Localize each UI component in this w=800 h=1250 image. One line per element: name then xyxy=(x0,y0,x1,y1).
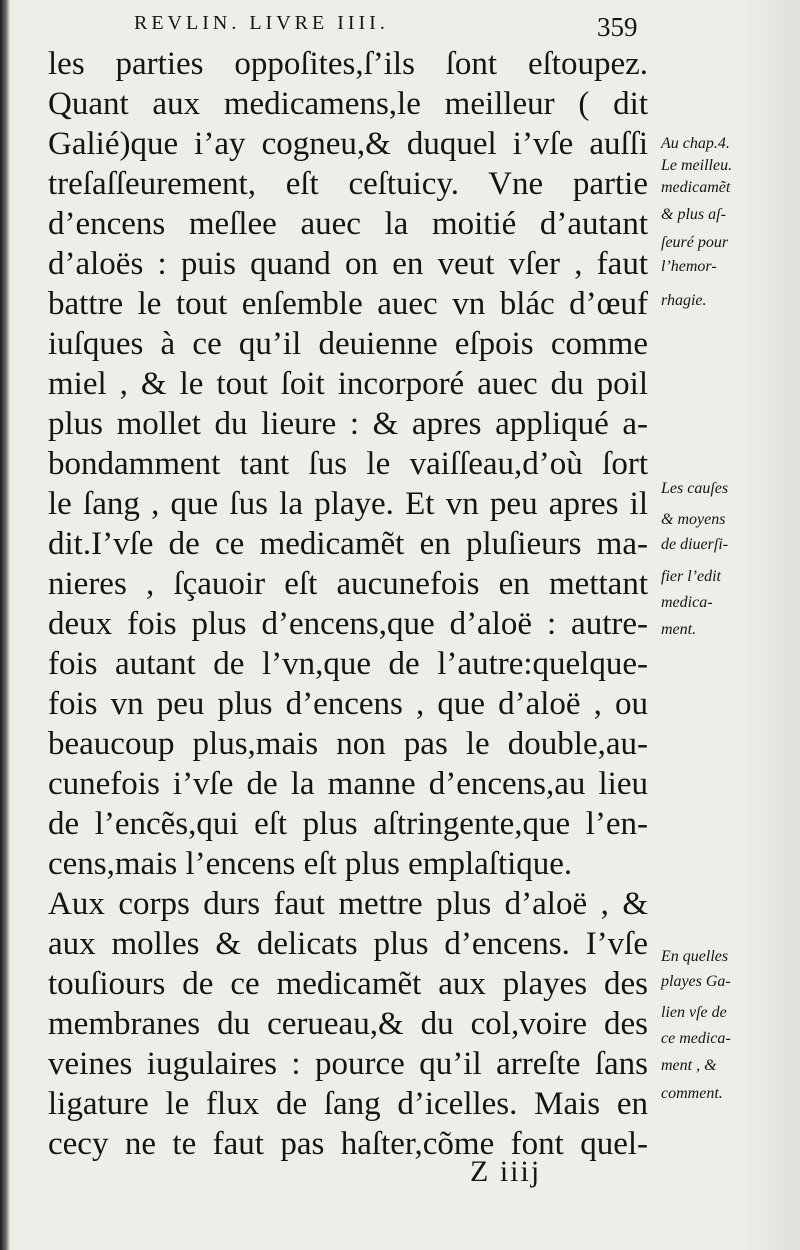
margin-note-line: ſeuré pour xyxy=(661,234,729,251)
text-line: battre le tout enſemble auec vn blác d’œuf xyxy=(48,286,648,322)
text-line: cunefois i’vſe de la manne d’encens,au lieu xyxy=(48,766,648,802)
text-line: nieres , ſçauoir eſt aucunefois en mettant xyxy=(48,566,648,602)
text-line: de l’encẽs,qui eſt plus aſtringente,que l’en- xyxy=(48,806,648,842)
text-line: Galié)que i’ay cogneu,& duquel i’vſe auſſi xyxy=(48,126,648,162)
text-line: deux fois plus d’encens,que d’aloë : autre- xyxy=(48,606,648,642)
margin-note-line: Les cauſes xyxy=(661,480,729,497)
text-line: beaucoup plus,mais non pas le double,au- xyxy=(48,726,648,762)
margin-note-line: rhagie. xyxy=(661,292,707,309)
margin-note-line: ment , & xyxy=(661,1057,717,1074)
signature-mark: Z iiij xyxy=(470,1155,542,1188)
margin-note-line: medicamẽt xyxy=(661,179,731,196)
margin-note-line: de diuerſi- xyxy=(661,536,729,553)
margin-note-line: & plus aſ- xyxy=(661,206,726,223)
margin-note-line: Au chap.4. xyxy=(661,135,730,152)
margin-note-line: l’hemor- xyxy=(661,258,717,275)
text-line: treſaſſeurement, eſt ceſtuicy. Vne partie xyxy=(48,166,648,202)
text-line: cens,mais l’encens eſt plus emplaſtique. xyxy=(48,846,573,882)
text-line: ligature le flux de ſang d’icelles. Mais en xyxy=(48,1086,648,1122)
margin-note-line: & moyens xyxy=(661,511,726,528)
margin-note-line: comment. xyxy=(661,1085,723,1102)
text-line: miel , & le tout ſoit incorporé auec du poil xyxy=(48,366,648,402)
text-line: fois vn peu plus d’encens , que d’aloë , ou xyxy=(48,686,648,722)
text-line: d’aloës : puis quand on en veut vſer , faut xyxy=(48,246,648,282)
margin-note-line: ment. xyxy=(661,621,697,638)
margin-note-line: ce medica- xyxy=(661,1030,731,1047)
margin-note-line: fier l’edit xyxy=(661,568,721,585)
text-line: Quant aux medicamens,le meilleur ( dit xyxy=(48,86,648,122)
margin-note-line: En quelles xyxy=(661,948,729,965)
running-title: REVLIN. LIVRE IIII. xyxy=(134,12,389,34)
text-line: veines iugulaires : pource qu’il arreſte ſans xyxy=(48,1046,648,1082)
text-line: Aux corps durs faut mettre plus d’aloë , & xyxy=(48,886,648,922)
margin-note-line: medica- xyxy=(661,594,713,611)
text-line: touſiours de ce medicamẽt aux playes des xyxy=(48,966,648,1002)
text-line: le ſang , que ſus la playe. Et vn peu apres il xyxy=(48,486,648,522)
text-line: membranes du cerueau,& du col,voire des xyxy=(48,1006,648,1042)
text-line: plus mollet du lieure : & apres appliqué a- xyxy=(48,406,648,442)
text-line: cecy ne te faut pas haſter,cõme font quel- xyxy=(48,1126,648,1162)
text-line: dit.I’vſe de ce medicamẽt en pluſieurs ma- xyxy=(48,526,648,562)
margin-note-line: playes Ga- xyxy=(661,973,731,990)
text-line: fois autant de l’vn,que de l’autre:quelque- xyxy=(48,646,648,682)
text-line: d’encens meſlee auec la moitié d’autant xyxy=(48,206,648,242)
page-number: 359 xyxy=(597,12,638,42)
text-line: les parties oppoſites,ſ’ils ſont eſtoupez. xyxy=(48,46,648,82)
text-line: aux molles & delicats plus d’encens. I’vſe xyxy=(48,926,648,962)
text-line: iuſques à ce qu’il deuienne eſpois comme xyxy=(48,326,648,362)
margin-note-line: lien vſe de xyxy=(661,1004,727,1021)
margin-note-line: Le meilleu. xyxy=(661,157,733,174)
text-line: bondamment tant ſus le vaiſſeau,d’où ſort xyxy=(48,446,648,482)
